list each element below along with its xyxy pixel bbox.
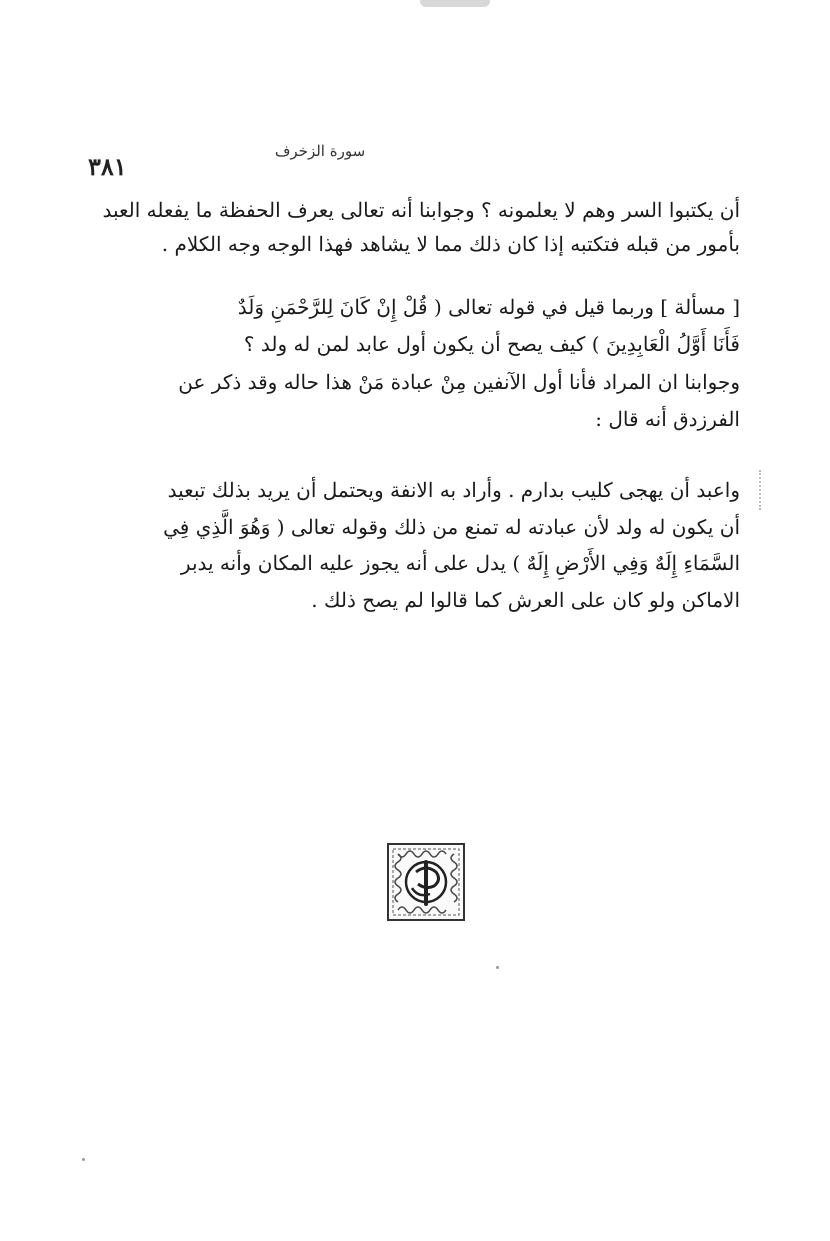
paragraph-3-line-3: السَّمَاءِ إِلَهٌ وَفِي الأَرْضِ إِلَهٌ ) يدل على أنه يجوز عليه المكان وأنه يدبر <box>180 551 740 575</box>
paragraph-2-line-3: وجوابنا ان المراد فأنا أول الآنفين مِنْ عبادة مَنْ هذا حاله وقد ذكر عن <box>178 370 740 394</box>
paragraph-1-line-2: بأمور من قبله فتكتبه إذا كان ذلك مما لا يشاهد فهذا الوجه وجه الكلام . <box>161 232 740 256</box>
running-header: سورة الزخرف <box>274 142 366 160</box>
margin-marks <box>759 470 765 510</box>
scan-smudge <box>420 0 490 7</box>
scan-speck <box>82 1158 85 1161</box>
scan-speck <box>496 966 499 969</box>
page-number: ٣٨١ <box>88 152 127 181</box>
paragraph-1-line-1: أن يكتبوا السر وهم لا يعلمونه ؟ وجوابنا أنه تعالى يعرف الحفظة ما يفعله العبد <box>102 198 740 222</box>
paragraph-2-line-2: فَأَنَا أَوَّلُ الْعَابِدِينَ ) كيف يصح أن يكون أول عابد لمن له ولد ؟ <box>243 332 740 356</box>
paragraph-3-line-1: واعبد أن يهجى كليب بدارم . وأراد به الانفة ويحتمل أن يريد بذلك تبعيد <box>167 478 740 502</box>
paragraph-2-line-1: [ مسألة ] وربما قيل في قوله تعالى ( قُلْ إِنْ كَانَ لِلرَّحْمَنِ وَلَدٌ <box>237 295 740 319</box>
paragraph-3-line-4: الاماكن ولو كان على العرش كما قالوا لم يصح ذلك . <box>311 588 740 612</box>
ornament-seal-icon <box>386 842 466 922</box>
paragraph-3-line-2: أن يكون له ولد لأن عبادته له تمنع من ذلك وقوله تعالى ( وَهُوَ الَّذِي فِي <box>163 515 740 539</box>
paragraph-2-line-4: الفرزدق أنه قال : <box>595 407 740 431</box>
